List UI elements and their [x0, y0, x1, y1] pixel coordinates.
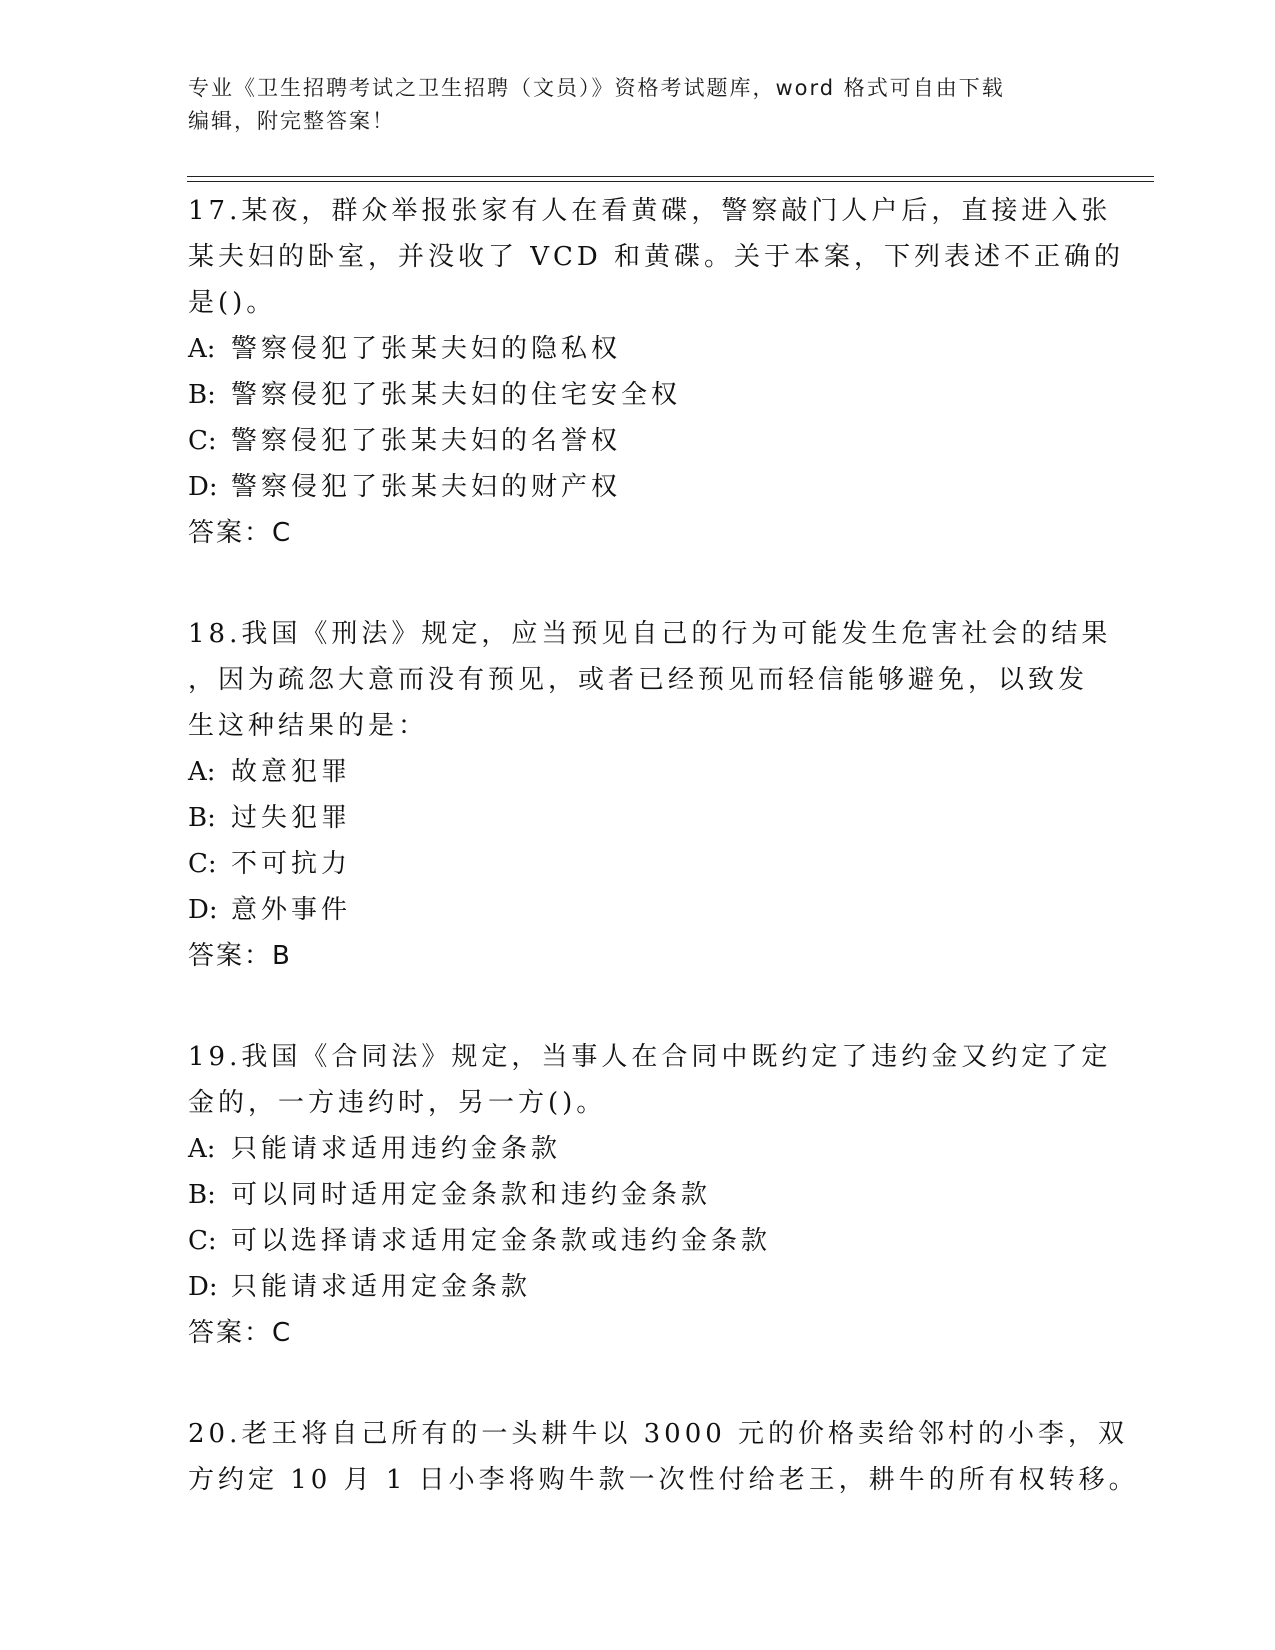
option-key: A:: [188, 334, 216, 364]
option-key: A:: [188, 1134, 216, 1164]
header-line-2: 编辑，附完整答案！: [188, 109, 395, 133]
question-20: [188, 1411, 1148, 1503]
option-d: [188, 1264, 1148, 1310]
document-header: [188, 72, 1088, 138]
option-text: 警察侵犯了张某夫妇的名誉权: [231, 426, 622, 456]
option-text: 可以选择请求适用定金条款或违约金条款: [231, 1226, 772, 1256]
answer-line: 答案：C: [188, 518, 293, 548]
option-key: D:: [188, 1272, 218, 1302]
option-d: [188, 887, 1148, 933]
option-a: [188, 1126, 1148, 1172]
option-a: [188, 326, 1148, 372]
option-key: C:: [188, 849, 217, 879]
option-text: 可以同时适用定金条款和违约金条款: [231, 1180, 712, 1210]
question-list: [188, 188, 1148, 1558]
header-line-1: 专业《卫生招聘考试之卫生招聘（文员）》资格考试题库，word 格式可自由下载: [188, 76, 1005, 100]
option-d: [188, 464, 1148, 510]
question-stem-line: 方约定 10 月 1 日小李将购牛款一次性付给老王，耕牛的所有权转移。: [188, 1465, 1139, 1495]
option-key: A:: [188, 757, 216, 787]
option-key: C:: [188, 426, 217, 456]
option-c: [188, 1218, 1148, 1264]
option-key: B:: [188, 1180, 216, 1210]
option-text: 只能请求适用违约金条款: [231, 1134, 562, 1164]
option-key: D:: [188, 895, 218, 925]
option-c: [188, 418, 1148, 464]
option-key: C:: [188, 1226, 217, 1256]
question-19: [188, 1034, 1148, 1356]
option-text: 警察侵犯了张某夫妇的住宅安全权: [231, 380, 682, 410]
option-a: [188, 749, 1148, 795]
option-key: B:: [188, 803, 216, 833]
question-stem-line: 18.我国《刑法》规定，应当预见自己的行为可能发生危害社会的结果: [188, 619, 1112, 649]
option-text: 故意犯罪: [231, 757, 352, 787]
question-17: [188, 188, 1148, 556]
question-stem-line: 20.老王将自己所有的一头耕牛以 3000 元的价格卖给邻村的小李，双: [188, 1419, 1129, 1449]
answer-line: 答案：B: [188, 941, 292, 971]
question-stem-line: 是()。: [188, 288, 277, 318]
question-stem-line: 金的，一方违约时，另一方()。: [188, 1088, 607, 1118]
option-text: 警察侵犯了张某夫妇的隐私权: [231, 334, 622, 364]
option-key: B:: [188, 380, 216, 410]
option-text: 意外事件: [231, 895, 352, 925]
option-text: 警察侵犯了张某夫妇的财产权: [231, 472, 622, 502]
question-stem-line: ，因为疏忽大意而没有预见，或者已经预见而轻信能够避免，以致发: [188, 665, 1089, 695]
option-c: [188, 841, 1148, 887]
question-stem-line: 生这种结果的是：: [188, 711, 429, 741]
option-b: [188, 795, 1148, 841]
question-18: [188, 611, 1148, 979]
question-stem-line: 19.我国《合同法》规定，当事人在合同中既约定了违约金又约定了定: [188, 1042, 1112, 1072]
option-text: 只能请求适用定金条款: [231, 1272, 532, 1302]
option-key: D:: [188, 472, 218, 502]
question-stem-line: 某夫妇的卧室，并没收了 VCD 和黄碟。关于本案，下列表述不正确的: [188, 242, 1125, 272]
header-divider-bottom: [187, 181, 1154, 182]
option-b: [188, 1172, 1148, 1218]
option-text: 过失犯罪: [231, 803, 352, 833]
answer-line: 答案：C: [188, 1318, 293, 1348]
header-divider-top: [187, 176, 1154, 177]
option-text: 不可抗力: [231, 849, 352, 879]
question-stem-line: 17.某夜，群众举报张家有人在看黄碟，警察敲门人户后，直接进入张: [188, 196, 1112, 226]
option-b: [188, 372, 1148, 418]
